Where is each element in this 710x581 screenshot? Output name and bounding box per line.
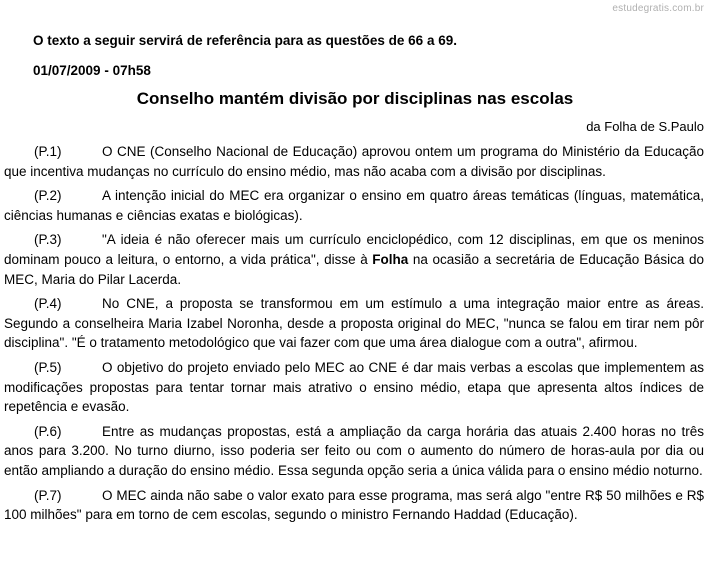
newspaper-name: Folha bbox=[372, 251, 409, 267]
article-date: 01/07/2009 - 07h58 bbox=[33, 63, 151, 78]
paragraph-number: (P.7) bbox=[34, 487, 62, 503]
paragraph-number: (P.2) bbox=[34, 188, 62, 204]
paragraph-text: A intenção inicial do MEC era organizar o ensino em quatro áreas temáticas (línguas, matemática, ciências humanas e ciências exatas e biológicas). bbox=[4, 188, 704, 223]
paragraph-4 bbox=[4, 294, 704, 353]
paragraph-1 bbox=[4, 142, 704, 181]
paragraph-text: O objetivo do projeto enviado pelo MEC ao CNE é dar mais verbas a escolas que implementem as modificações propostas para tentar tornar mais atrativo o ensino médio, etapa que apresenta altos índices de repetência e evasão. bbox=[4, 359, 704, 415]
paragraph-7 bbox=[4, 486, 704, 525]
paragraph-5 bbox=[4, 358, 704, 417]
intro-text: O texto a seguir servirá de referência para as questões de 66 a 69. bbox=[33, 33, 457, 48]
paragraph-number: (P.4) bbox=[34, 296, 62, 312]
watermark: estudegratis.com.br bbox=[612, 3, 704, 14]
paragraph-text: O CNE (Conselho Nacional de Educação) aprovou ontem um programa do Ministério da Educação que incentiva mudanças no currículo do ensino médio, mas não acaba com a divisão por disciplinas. bbox=[4, 144, 704, 179]
paragraph-number: (P.6) bbox=[34, 423, 62, 439]
article-headline: Conselho mantém divisão por disciplinas nas escolas bbox=[136, 89, 574, 108]
paragraph-text-part: "A ideia é não oferecer mais um currículo enciclopédico, com 12 disciplinas, em que os meninos dominam pouco a leitura, o entorno, a vida prática", disse à bbox=[4, 232, 704, 267]
paragraph-6 bbox=[4, 422, 704, 481]
paragraph-3 bbox=[4, 230, 704, 289]
paragraph-number: (P.3) bbox=[34, 232, 62, 248]
paragraph-number: (P.5) bbox=[34, 359, 62, 375]
paragraph-number: (P.1) bbox=[34, 144, 62, 159]
paragraph-text: No CNE, a proposta se transformou em um estímulo a uma integração maior entre as áreas. Segundo a conselheira Maria Izabel Noronha, desde a proposta original do MEC, "nunca se falou em tirar nem pôr disciplina". "É o tratamento metodológico que vai fazer com que uma área dialogue com a outra", afirmou. bbox=[4, 296, 704, 351]
paragraph-2 bbox=[4, 186, 704, 225]
article-source: da Folha de S.Paulo bbox=[586, 119, 704, 134]
article-body bbox=[4, 142, 704, 530]
paragraph-text: Entre as mudanças propostas, está a ampliação da carga horária das atuais 2.400 horas no três anos para 3.200. No turno diurno, isso poderia ser feito ou com o aumento do número de horas-aula por dia ou então ampliando a duração do ensino médio. Essa segunda opção seria a única válida para o ensino médio noturno. bbox=[4, 423, 704, 478]
paragraph-text-part: na ocasião a secretária de Educação Básica do MEC, Maria do Pilar Lacerda. bbox=[4, 251, 704, 287]
paragraph-text: O MEC ainda não sabe o valor exato para esse programa, mas será algo "entre R$ 50 milhões e R$ 100 milhões" para em torno de cem escolas, segundo o ministro Fernando Haddad (Educação). bbox=[4, 487, 704, 523]
paragraph-text bbox=[4, 230, 704, 289]
